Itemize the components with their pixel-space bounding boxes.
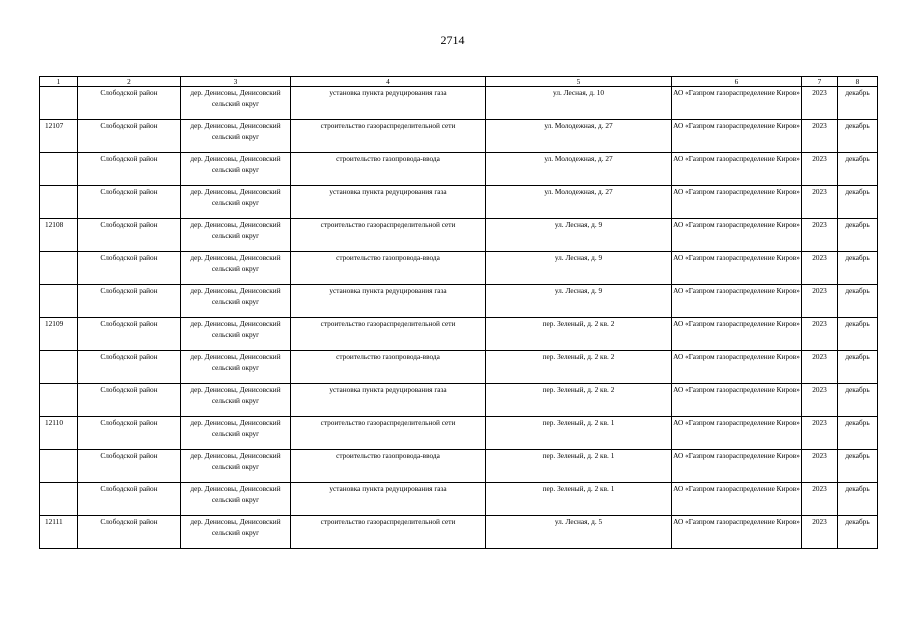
cell-work: установка пункта редуцирования газа <box>291 483 486 516</box>
cell-month: декабрь <box>838 351 878 384</box>
header-cell: 6 <box>672 77 802 87</box>
cell-work: строительство газораспределительной сети <box>291 516 486 549</box>
cell-district: Слободской район <box>78 252 181 285</box>
cell-month: декабрь <box>838 516 878 549</box>
cell-org: АО «Газпром газораспределение Киров» <box>672 186 802 219</box>
table-row <box>40 318 878 351</box>
cell-month: декабрь <box>838 252 878 285</box>
cell-address: ул. Молодежная, д. 27 <box>486 120 672 153</box>
cell-locality: дер. Денисовы, Денисовский сельский округ <box>181 252 291 285</box>
cell-address: ул. Лесная, д. 10 <box>486 87 672 120</box>
header-row <box>40 77 878 87</box>
cell-locality: дер. Денисовы, Денисовский сельский округ <box>181 120 291 153</box>
table-row <box>40 153 878 186</box>
cell-district: Слободской район <box>78 120 181 153</box>
cell-num <box>40 186 78 219</box>
header-cell: 1 <box>40 77 78 87</box>
cell-locality: дер. Денисовы, Денисовский сельский округ <box>181 450 291 483</box>
cell-locality: дер. Денисовы, Денисовский сельский округ <box>181 87 291 120</box>
cell-district: Слободской район <box>78 186 181 219</box>
cell-work: строительство газораспределительной сети <box>291 120 486 153</box>
cell-address: ул. Молодежная, д. 27 <box>486 186 672 219</box>
header-cell: 4 <box>291 77 486 87</box>
cell-address: ул. Лесная, д. 5 <box>486 516 672 549</box>
cell-org: АО «Газпром газораспределение Киров» <box>672 351 802 384</box>
table-row <box>40 450 878 483</box>
cell-district: Слободской район <box>78 351 181 384</box>
table-body <box>40 87 878 549</box>
header-cell: 5 <box>486 77 672 87</box>
cell-work: строительство газораспределительной сети <box>291 417 486 450</box>
cell-address: пер. Зеленый, д. 2 кв. 1 <box>486 450 672 483</box>
cell-district: Слободской район <box>78 87 181 120</box>
cell-month: декабрь <box>838 417 878 450</box>
cell-month: декабрь <box>838 219 878 252</box>
cell-address: пер. Зеленый, д. 2 кв. 1 <box>486 483 672 516</box>
header-cell: 2 <box>78 77 181 87</box>
cell-work: строительство газопровода-ввода <box>291 450 486 483</box>
cell-work: строительство газопровода-ввода <box>291 351 486 384</box>
cell-address: пер. Зеленый, д. 2 кв. 2 <box>486 384 672 417</box>
cell-address: пер. Зеленый, д. 2 кв. 2 <box>486 351 672 384</box>
cell-locality: дер. Денисовы, Денисовский сельский округ <box>181 219 291 252</box>
page-number: 2714 <box>440 33 465 47</box>
cell-month: декабрь <box>838 153 878 186</box>
cell-work: установка пункта редуцирования газа <box>291 285 486 318</box>
cell-org: АО «Газпром газораспределение Киров» <box>672 87 802 120</box>
cell-locality: дер. Денисовы, Денисовский сельский округ <box>181 516 291 549</box>
cell-num <box>40 384 78 417</box>
table-row <box>40 417 878 450</box>
cell-year: 2023 <box>802 450 838 483</box>
cell-year: 2023 <box>802 417 838 450</box>
cell-org: АО «Газпром газораспределение Киров» <box>672 417 802 450</box>
cell-year: 2023 <box>802 120 838 153</box>
cell-num <box>40 351 78 384</box>
cell-district: Слободской район <box>78 417 181 450</box>
cell-address: ул. Лесная, д. 9 <box>486 285 672 318</box>
table-row <box>40 516 878 549</box>
header-cell: 8 <box>838 77 878 87</box>
cell-district: Слободской район <box>78 318 181 351</box>
cell-year: 2023 <box>802 285 838 318</box>
cell-district: Слободской район <box>78 384 181 417</box>
cell-work: строительство газораспределительной сети <box>291 219 486 252</box>
cell-org: АО «Газпром газораспределение Киров» <box>672 219 802 252</box>
cell-locality: дер. Денисовы, Денисовский сельский округ <box>181 186 291 219</box>
cell-num: 12110 <box>40 417 78 450</box>
cell-org: АО «Газпром газораспределение Киров» <box>672 285 802 318</box>
cell-num <box>40 285 78 318</box>
cell-address: пер. Зеленый, д. 2 кв. 2 <box>486 318 672 351</box>
table-row <box>40 384 878 417</box>
cell-month: декабрь <box>838 450 878 483</box>
cell-work: установка пункта редуцирования газа <box>291 384 486 417</box>
cell-org: АО «Газпром газораспределение Киров» <box>672 252 802 285</box>
cell-org: АО «Газпром газораспределение Киров» <box>672 120 802 153</box>
cell-month: декабрь <box>838 186 878 219</box>
cell-locality: дер. Денисовы, Денисовский сельский округ <box>181 285 291 318</box>
cell-address: ул. Лесная, д. 9 <box>486 219 672 252</box>
table-row <box>40 87 878 120</box>
cell-work: строительство газопровода-ввода <box>291 252 486 285</box>
cell-num: 12109 <box>40 318 78 351</box>
cell-district: Слободской район <box>78 285 181 318</box>
cell-district: Слободской район <box>78 219 181 252</box>
table-row <box>40 285 878 318</box>
cell-work: строительство газопровода-ввода <box>291 153 486 186</box>
cell-district: Слободской район <box>78 516 181 549</box>
cell-num: 12111 <box>40 516 78 549</box>
cell-month: декабрь <box>838 384 878 417</box>
table-row <box>40 186 878 219</box>
cell-num <box>40 450 78 483</box>
cell-year: 2023 <box>802 186 838 219</box>
cell-org: АО «Газпром газораспределение Киров» <box>672 516 802 549</box>
cell-org: АО «Газпром газораспределение Киров» <box>672 450 802 483</box>
cell-locality: дер. Денисовы, Денисовский сельский округ <box>181 417 291 450</box>
cell-num <box>40 87 78 120</box>
cell-year: 2023 <box>802 252 838 285</box>
header-cell: 7 <box>802 77 838 87</box>
table-row <box>40 219 878 252</box>
cell-month: декабрь <box>838 120 878 153</box>
cell-org: АО «Газпром газораспределение Киров» <box>672 318 802 351</box>
table-row <box>40 483 878 516</box>
cell-num: 12107 <box>40 120 78 153</box>
table-row <box>40 120 878 153</box>
cell-address: пер. Зеленый, д. 2 кв. 1 <box>486 417 672 450</box>
cell-month: декабрь <box>838 318 878 351</box>
table-row <box>40 252 878 285</box>
cell-num: 12108 <box>40 219 78 252</box>
cell-district: Слободской район <box>78 450 181 483</box>
header-cell: 3 <box>181 77 291 87</box>
cell-locality: дер. Денисовы, Денисовский сельский округ <box>181 483 291 516</box>
cell-num <box>40 153 78 186</box>
cell-org: АО «Газпром газораспределение Киров» <box>672 153 802 186</box>
cell-locality: дер. Денисовы, Денисовский сельский округ <box>181 153 291 186</box>
cell-month: декабрь <box>838 285 878 318</box>
cell-year: 2023 <box>802 516 838 549</box>
cell-year: 2023 <box>802 87 838 120</box>
cell-district: Слободской район <box>78 153 181 186</box>
table-row <box>40 351 878 384</box>
cell-year: 2023 <box>802 384 838 417</box>
cell-address: ул. Молодежная, д. 27 <box>486 153 672 186</box>
cell-work: установка пункта редуцирования газа <box>291 87 486 120</box>
cell-month: декабрь <box>838 483 878 516</box>
cell-year: 2023 <box>802 219 838 252</box>
cell-org: АО «Газпром газораспределение Киров» <box>672 483 802 516</box>
cell-year: 2023 <box>802 351 838 384</box>
cell-work: строительство газораспределительной сети <box>291 318 486 351</box>
cell-locality: дер. Денисовы, Денисовский сельский округ <box>181 318 291 351</box>
cell-district: Слободской район <box>78 483 181 516</box>
data-table <box>39 76 878 549</box>
cell-work: установка пункта редуцирования газа <box>291 186 486 219</box>
cell-num <box>40 252 78 285</box>
cell-year: 2023 <box>802 153 838 186</box>
cell-month: декабрь <box>838 87 878 120</box>
cell-org: АО «Газпром газораспределение Киров» <box>672 384 802 417</box>
cell-address: ул. Лесная, д. 9 <box>486 252 672 285</box>
cell-locality: дер. Денисовы, Денисовский сельский округ <box>181 384 291 417</box>
cell-year: 2023 <box>802 318 838 351</box>
cell-num <box>40 483 78 516</box>
cell-locality: дер. Денисовы, Денисовский сельский округ <box>181 351 291 384</box>
cell-year: 2023 <box>802 483 838 516</box>
